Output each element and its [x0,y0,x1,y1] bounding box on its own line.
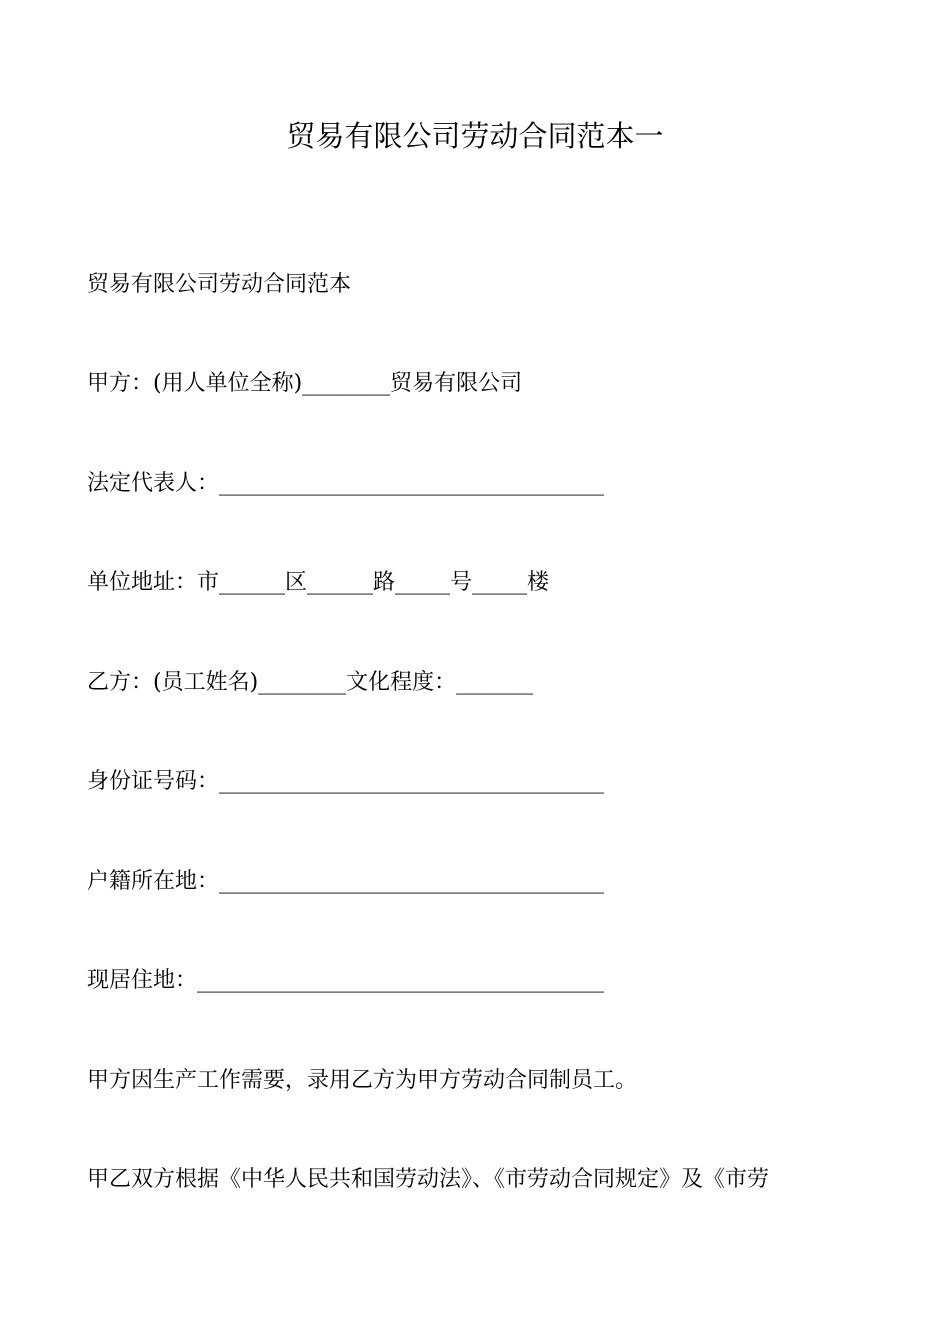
current-residence-line: 现居住地：_____________________________________ [87,968,605,993]
party-a-line: 甲方：(用人单位全称)________贸易有限公司 [87,371,523,396]
legal-basis-line: 甲乙双方根据《中华人民共和国劳动法》、《市劳动合同规定》及《市劳 [87,1167,770,1192]
document-title: 贸易有限公司劳动合同范本一 [286,119,664,153]
company-address-line: 单位地址：市______区______路_____号_____楼 [87,570,550,595]
id-number-line: 身份证号码：___________________________________ [87,769,605,794]
employment-statement-line: 甲方因生产工作需要，录用乙方为甲方劳动合同制员工。 [87,1068,638,1093]
contract-subtitle: 贸易有限公司劳动合同范本 [87,272,352,297]
legal-representative-line: 法定代表人：___________________________________ [87,471,605,496]
party-b-line: 乙方：(员工姓名)________文化程度：_______ [87,670,534,695]
household-registration-line: 户籍所在地：___________________________________ [87,869,605,894]
